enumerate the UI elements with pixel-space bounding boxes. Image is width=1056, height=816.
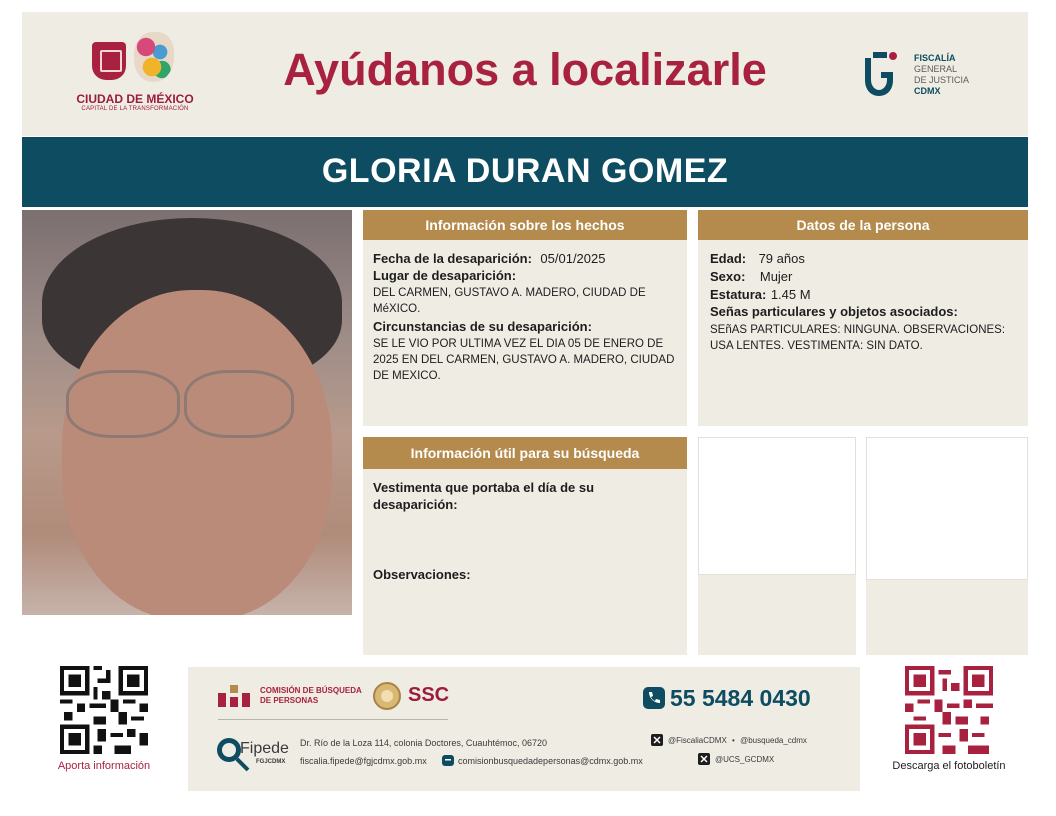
datos-heading: Datos de la persona — [698, 210, 1028, 240]
extra-photo-slot-1 — [698, 437, 856, 655]
fgj-line-1: FISCALÍA — [914, 53, 956, 63]
fgj-line-4: CDMX — [914, 86, 941, 96]
page-title: Ayúdanos a localizarle — [283, 44, 767, 95]
cdmx-logo-subtitle: CAPITAL DE LA TRANSFORMACIÓN — [81, 106, 189, 112]
photo-face — [62, 290, 332, 615]
hechos-heading: Información sobre los hechos — [363, 210, 687, 240]
email-comision-link[interactable]: comisionbusquedadepersonas@cdmx.gob.mx — [458, 756, 643, 766]
edad-label: Edad: — [710, 251, 747, 266]
extra-photo-frame-2 — [866, 437, 1028, 580]
sexo-value: Mujer — [759, 269, 793, 284]
contact-divider — [218, 719, 448, 720]
address-text: Dr. Río de la Loza 114, colonia Doctores, Cuauhtémoc, 06720 — [300, 738, 547, 748]
busqueda-panel — [363, 437, 687, 655]
social-fiscalia-handle[interactable]: @FiscaliaCDMX — [668, 736, 727, 745]
extra-photo-slot-2 — [866, 437, 1028, 655]
x-social-icon-2 — [698, 753, 710, 765]
phone-icon — [643, 687, 665, 709]
ssc-badge-icon — [372, 681, 402, 711]
comision-busqueda-icon — [218, 685, 252, 707]
hechos-panel — [363, 210, 687, 426]
social-ucs-handle[interactable]: @UCS_GCDMX — [715, 755, 775, 764]
edad-value: 79 años — [758, 251, 805, 266]
fipede-text: Fipede — [240, 740, 289, 757]
lugar-label: Lugar de desaparición: — [373, 268, 517, 283]
social-busqueda-handle[interactable]: @busqueda_cdmx — [740, 736, 807, 745]
datos-panel — [698, 210, 1028, 426]
fgj-logo-text — [914, 53, 969, 97]
photo-glasses-left — [66, 370, 180, 438]
fgj-line-2: GENERAL — [914, 64, 958, 74]
fgj-logo-icon — [853, 46, 903, 106]
circ-label: Circunstancias de su desaparición: — [373, 319, 592, 334]
social-separator: • — [732, 736, 735, 745]
left-qr-caption: Aporta información — [57, 760, 151, 772]
right-qr-code-icon[interactable] — [905, 666, 993, 754]
person-name: GLORIA DURAN GOMEZ — [321, 152, 729, 190]
photo-glasses-right — [184, 370, 294, 438]
cdmx-map-logo — [134, 32, 174, 82]
phone-number[interactable]: 55 5484 0430 — [670, 685, 811, 711]
vestimenta-label: Vestimenta que portaba el día de su desaparición: — [373, 480, 595, 512]
senas-label: Señas particulares y objetos asociados: — [710, 304, 958, 319]
chat-icon — [442, 755, 454, 766]
estatura-label: Estatura: — [710, 287, 767, 302]
fecha-label: Fecha de la desaparición: — [373, 251, 532, 266]
fipede-subtext: FGJCDMX — [256, 759, 286, 765]
estatura-value: 1.45 M — [770, 287, 811, 302]
senas-value: SEñAS PARTICULARES: NINGUNA. OBSERVACIONES: USA LENTES. VESTIMENTA: SIN DATO. — [710, 324, 1006, 352]
x-social-icon — [651, 734, 663, 746]
observaciones-label: Observaciones: — [373, 567, 471, 582]
left-qr-code-icon[interactable] — [60, 666, 148, 754]
circ-value: SE LE VIO POR ULTIMA VEZ EL DIA 05 DE ENERO DE 2025 EN DEL CARMEN, GUSTAVO A. MADERO, CIUDAD DE MEXICO. — [373, 338, 675, 382]
fecha-value: 05/01/2025 — [540, 251, 606, 266]
lugar-value: DEL CARMEN, GUSTAVO A. MADERO, CIUDAD DE MéXICO. — [373, 287, 646, 315]
cdmx-shield-logo — [92, 42, 126, 80]
ssc-text: SSC — [408, 684, 450, 706]
cdmx-logo-name: CIUDAD DE MÉXICO — [76, 92, 194, 106]
extra-photo-frame-1 — [698, 437, 856, 575]
contact-box — [188, 667, 860, 791]
person-photo — [22, 210, 352, 615]
fgj-line-3: DE JUSTICIA — [914, 75, 970, 85]
right-qr-caption: Descarga el fotoboletín — [892, 760, 1006, 772]
email-fipede-link[interactable]: fiscalia.fipede@fgjcdmx.gob.mx — [300, 756, 427, 766]
comision-busqueda-text: COMISIÓN DE BÚSQUEDA DE PERSONAS — [260, 686, 362, 705]
busqueda-heading: Información útil para su búsqueda — [363, 437, 687, 469]
social-line-1 — [668, 736, 807, 745]
sexo-label: Sexo: — [710, 269, 746, 284]
